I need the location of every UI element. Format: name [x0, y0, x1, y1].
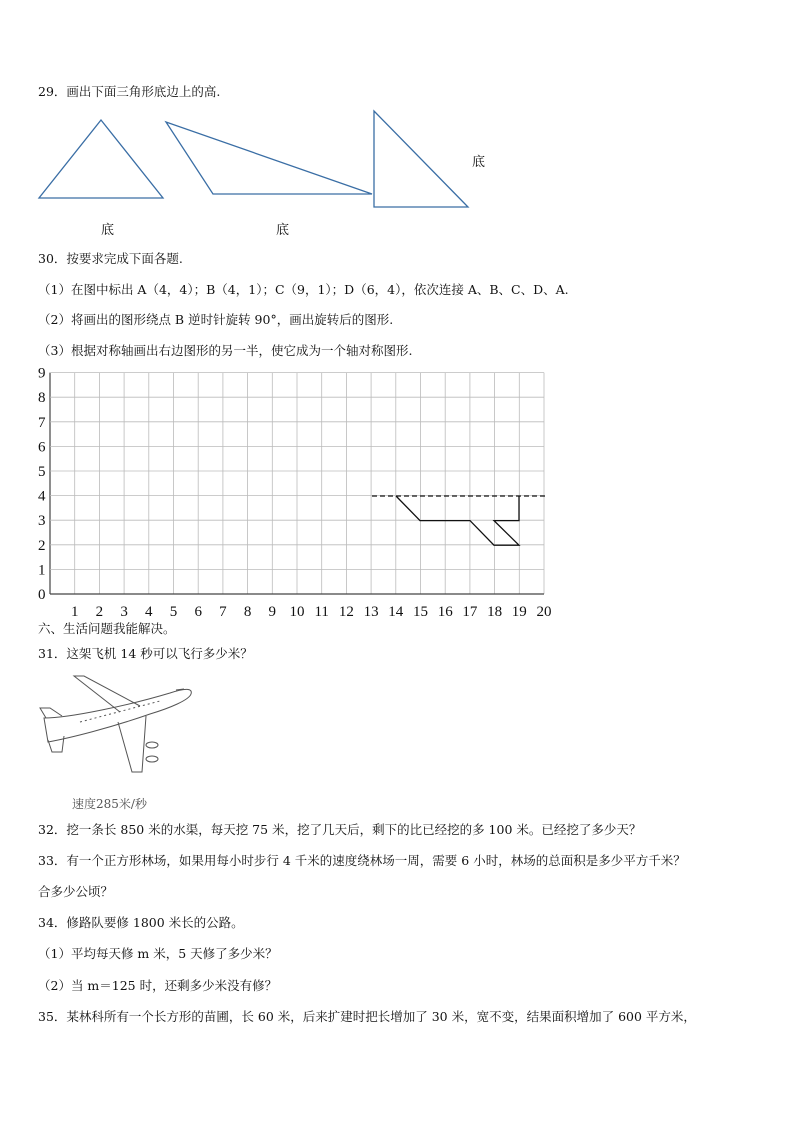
x-tick-label: 7 — [219, 604, 227, 620]
q34-title: 34．修路队要修 1800 米长的公路。 — [38, 915, 244, 930]
y-tick-label: 6 — [38, 439, 46, 456]
q35-text: 35．某林科所有一个长方形的苗圃，长 60 米，后来扩建时把长增加了 30 米，宽不变，结果面积增加了 600 平方米， — [38, 1009, 696, 1024]
y-axis-labels — [38, 366, 46, 603]
x-tick-label: 15 — [413, 604, 428, 620]
x-tick-label: 14 — [388, 604, 404, 620]
q34-item-1: （1）平均每天修 m 米，5 天修了多少米？ — [38, 946, 278, 961]
x-tick-label: 20 — [536, 604, 552, 620]
y-tick-label: 3 — [38, 513, 46, 530]
x-tick-label: 16 — [437, 604, 453, 620]
section-6-title: 六、生活问题我能解决。 — [38, 621, 176, 636]
base-label-2: 底 — [276, 223, 290, 238]
x-tick-label: 19 — [511, 604, 527, 620]
x-tick-label: 6 — [194, 604, 202, 620]
q30-item-2: （2）将画出的图形绕点 B 逆时针旋转 90°，画出旋转后的图形. — [38, 312, 394, 327]
q30-item-3: （3）根据对称轴画出右边图形的另一半，使它成为一个轴对称图形. — [38, 343, 413, 358]
x-tick-label: 9 — [268, 604, 277, 620]
x-tick-label: 3 — [120, 604, 128, 620]
q34-item-2: （2）当 m＝125 时，还剩多少米没有修？ — [38, 978, 278, 993]
y-tick-label: 2 — [38, 537, 46, 554]
y-tick-label: 9 — [38, 365, 46, 382]
grid-lines — [50, 373, 544, 594]
x-tick-label: 13 — [363, 604, 379, 620]
speed-caption: 速度285米/秒 — [72, 797, 147, 811]
q29-title: 29．画出下面三角形底边上的高. — [38, 84, 221, 99]
x-tick-label: 12 — [338, 604, 354, 620]
q32-text: 32．挖一条长 850 米的水渠，每天挖 75 米，挖了几天后，剩下的比已经挖的多 100 米。已经挖了多少天？ — [38, 822, 642, 837]
q30-title: 30．按要求完成下面各题. — [38, 251, 183, 266]
x-axis-labels — [71, 604, 552, 620]
y-tick-label: 8 — [38, 390, 46, 407]
x-tick-label: 5 — [169, 604, 178, 620]
x-tick-label: 18 — [487, 604, 503, 620]
x-tick-label: 1 — [70, 604, 79, 620]
q31-title: 31．这架飞机 14 秒可以飞行多少米？ — [38, 646, 253, 661]
base-label-3: 底 — [472, 155, 486, 170]
base-label-1: 底 — [101, 223, 115, 238]
x-tick-label: 10 — [289, 604, 305, 620]
x-tick-label: 8 — [243, 604, 252, 620]
y-tick-label: 4 — [38, 488, 46, 505]
y-tick-label: 7 — [38, 414, 46, 431]
x-tick-label: 2 — [95, 604, 104, 620]
q33-line-1: 33．有一个正方形林场，如果用每小时步行 4 千米的速度绕林场一周，需要 6 小时，林场的总面积是多少平方千米？ — [38, 853, 686, 868]
y-tick-label: 1 — [38, 562, 46, 579]
q33-line-2: 合多少公顷？ — [38, 884, 114, 899]
x-tick-label: 11 — [314, 604, 329, 620]
x-tick-label: 17 — [462, 604, 478, 620]
q30-item-1: （1）在图中标出 A（4，4）；B（4，1）；C（9，1）；D（6，4），依次连接 A、B、C、D、A. — [38, 282, 569, 297]
y-tick-label: 5 — [38, 464, 46, 480]
x-tick-label: 4 — [145, 604, 153, 620]
y-tick-label: 0 — [38, 587, 46, 603]
